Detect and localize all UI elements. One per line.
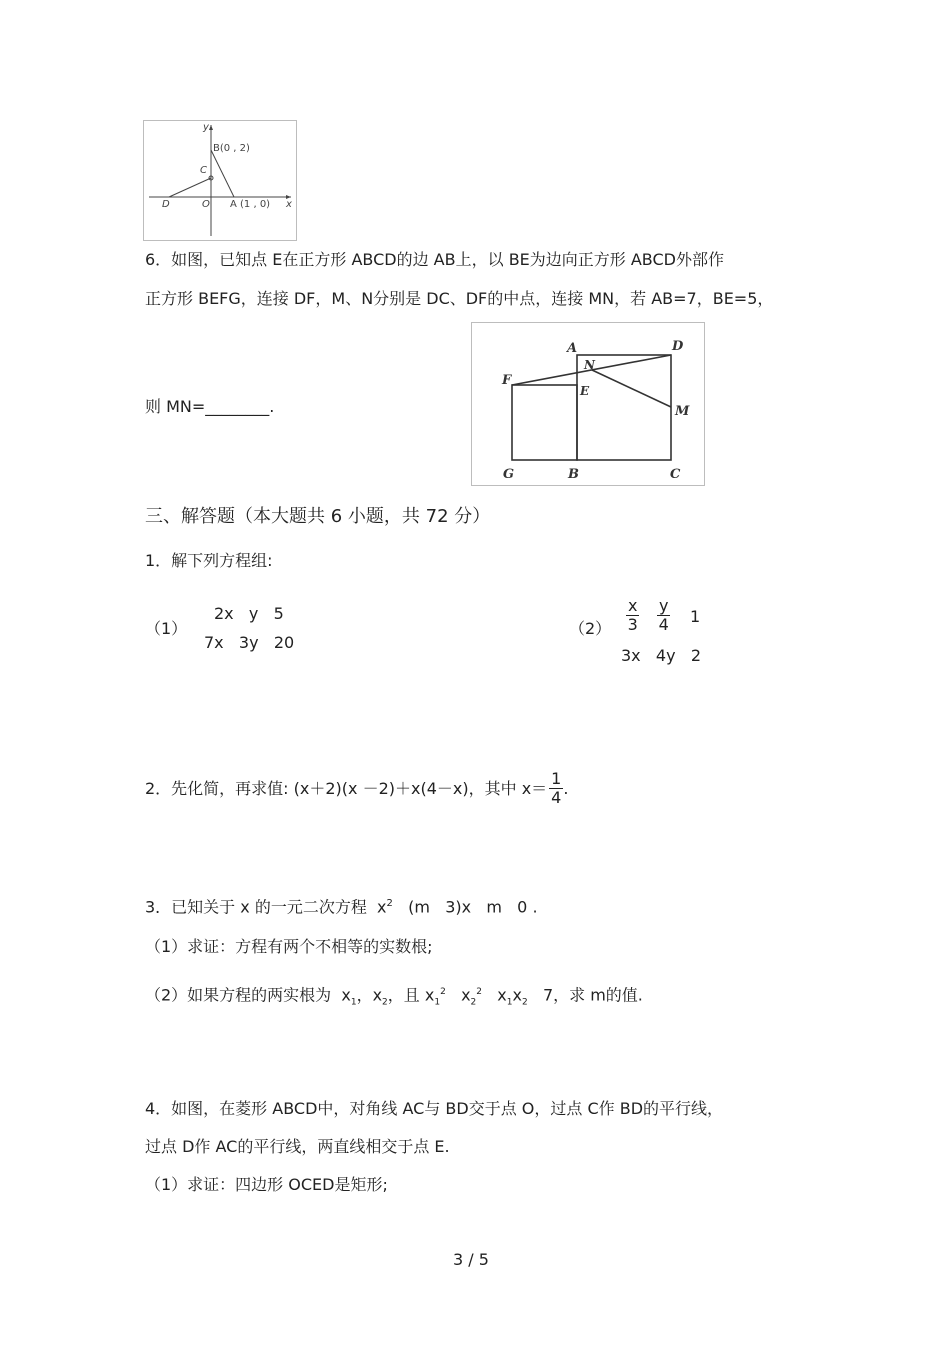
p2-end: . <box>563 778 569 798</box>
q6-line3: 则 MN=________. <box>145 397 275 416</box>
p1-sub2-label: （2） <box>569 619 612 638</box>
p4-line3: （1）求证：四边形 OCED是矩形; <box>145 1175 388 1194</box>
frac1-denominator: 3 <box>627 615 638 634</box>
p1-sub1-eq1: 2x y 5 <box>214 604 284 623</box>
square-befg <box>512 385 577 460</box>
p3-sub-1c: 1 <box>506 997 513 1008</box>
p3-sup: 2 <box>386 898 393 909</box>
y-axis-arrow <box>209 125 213 130</box>
p2-frac-numerator: 1 <box>551 769 562 788</box>
frac1-numerator: x <box>628 596 638 615</box>
x-axis-label: x <box>286 199 292 210</box>
p3-sub2-e: x <box>482 985 507 1005</box>
squares-figure <box>471 322 705 486</box>
q6-line1: 6．如图，已知点 E在正方形 ABCD的边 AB上，以 BE为边向正方形 ABCD外部作 <box>145 250 724 269</box>
segment-dc <box>169 178 211 197</box>
p3-stem-b: (m 3)x m 0 . <box>392 897 538 917</box>
p1-sub1-label: （1） <box>145 619 188 638</box>
label-o: O <box>202 199 210 210</box>
label-d: D <box>672 339 684 354</box>
p3-sub-1: 1 <box>350 997 357 1008</box>
label-b: B(0 , 2) <box>213 143 250 154</box>
p1-title: 1．解下列方程组: <box>145 551 273 570</box>
segment-ab <box>211 150 234 197</box>
p3-sub1: （1）求证：方程有两个不相等的实数根; <box>145 937 433 956</box>
p3-sub2-g: 7，求 m的值. <box>527 985 643 1005</box>
p3-sup-1: 2 <box>440 987 446 997</box>
p3-sub-2: 2 <box>382 997 388 1008</box>
page-number: 3 / 5 <box>453 1250 489 1269</box>
squares-figure-svg <box>472 323 704 485</box>
p3-sup-2: 2 <box>476 987 483 997</box>
label-g: G <box>503 467 515 482</box>
p1-sub2-rhs: 1 <box>690 607 701 626</box>
label-f: F <box>502 373 512 388</box>
p3-sub2-a: （2）如果方程的两实根为 x <box>145 985 351 1005</box>
p1-sub1-eq2: 7x 3y 20 <box>204 633 295 652</box>
p3-sub2-c: ，且 x <box>387 985 435 1005</box>
p1-sub2-frac1 <box>626 597 639 634</box>
section-title: 三、解答题（本大题共 6 小题，共 72 分） <box>145 506 491 527</box>
coordinate-figure-svg <box>144 121 296 240</box>
label-c: C <box>200 165 207 176</box>
p2-line <box>145 770 568 807</box>
p3-stem-a: 3．已知关于 x 的一元二次方程 x <box>145 897 387 917</box>
q6-line2: 正方形 BEFG，连接 DF，M、N分别是 DC、DF的中点，连接 MN，若 AB=7，BE=5， <box>145 289 774 308</box>
p4-line1: 4．如图，在菱形 ABCD中，对角线 AC与 BD交于点 O，过点 C作 BD的平行线， <box>145 1099 724 1118</box>
p1-sub2-eq2: 3x 4y 2 <box>621 646 701 665</box>
p3-sub-1b: 1 <box>434 997 441 1008</box>
segment-nm <box>592 370 671 407</box>
label-a: A <box>567 341 578 356</box>
p4-line2: 过点 D作 AC的平行线，两直线相交于点 E. <box>145 1137 450 1156</box>
p2-text: 2．先化简，再求值: (x＋2)(x －2)＋x(4－x)，其中 x＝ <box>145 778 548 798</box>
p3-sub2-b: ，x <box>356 985 383 1005</box>
frac2-numerator: y <box>659 596 669 615</box>
p3-sub-2c: 2 <box>521 997 528 1008</box>
p2-frac-denominator: 4 <box>551 788 562 807</box>
y-axis-label: y <box>203 122 209 133</box>
label-m: M <box>675 404 690 419</box>
label-n: N <box>584 358 595 372</box>
label-a: A (1 , 0) <box>230 199 271 210</box>
coordinate-figure <box>143 120 297 241</box>
p3-sub2 <box>145 982 643 1013</box>
p3-sub2-d: x <box>445 985 471 1005</box>
p3-sub2-f: x <box>512 985 522 1005</box>
label-d: D <box>162 199 170 210</box>
p2-fraction <box>549 770 563 807</box>
p1-sub2-frac2 <box>657 597 670 634</box>
frac2-denominator: 4 <box>658 615 669 634</box>
p3-sub-2b: 2 <box>470 997 477 1008</box>
label-e: E <box>580 384 590 398</box>
label-c: C <box>670 467 681 482</box>
label-b: B <box>568 467 579 482</box>
p3-stem <box>145 894 538 917</box>
